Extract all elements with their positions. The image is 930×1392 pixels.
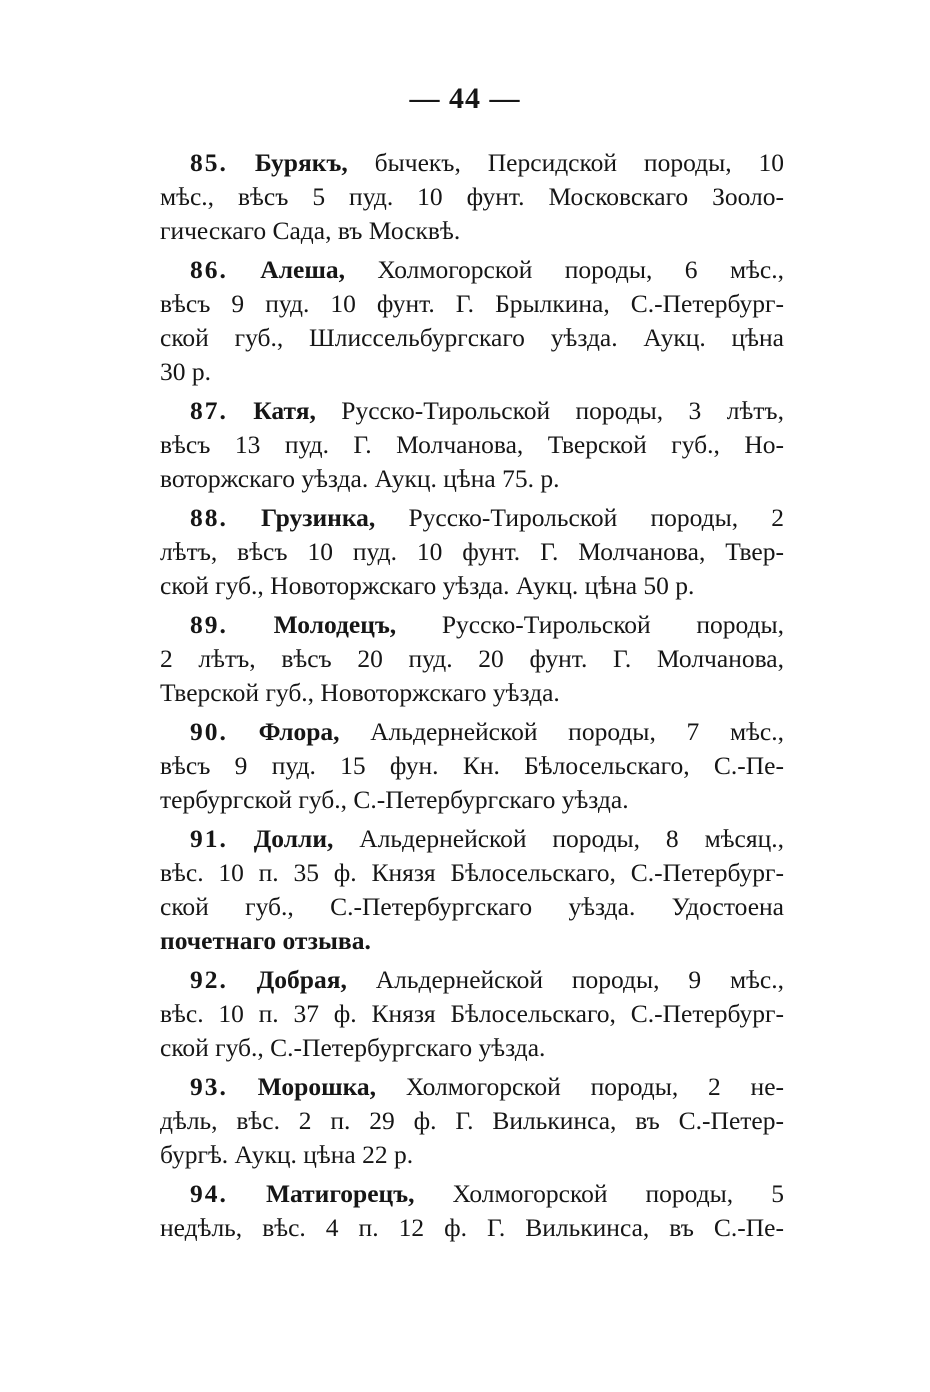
entry-text: ской губ., Шлиссельбургскаго уѣзда. Аукц. цѣна xyxy=(160,323,784,352)
entry-first-line xyxy=(160,963,784,997)
entry-number: 89. xyxy=(190,610,228,639)
entry-text: лѣтъ, вѣсъ 10 пуд. 10 фунт. Г. Молчанова, Твер- xyxy=(160,537,784,566)
entry-number: 93. xyxy=(190,1072,228,1101)
entry-number: 92. xyxy=(190,965,228,994)
entry-text: ской губ., С.-Петербургскаго уѣзда. Удостоена xyxy=(160,892,784,921)
entry-text: Русско-Тирольской породы, 3 лѣтъ, xyxy=(315,396,784,425)
entry-number: 85. xyxy=(190,148,228,177)
list-item xyxy=(160,608,784,710)
list-item xyxy=(160,715,784,817)
entry-name: Грузинка, xyxy=(261,503,376,532)
entry-number: 87. xyxy=(190,396,228,425)
entry-first-line xyxy=(160,608,784,642)
entry-number: 94. xyxy=(190,1179,228,1208)
entry-text: Холмогорской породы, 6 мѣс., xyxy=(344,255,784,284)
entry-first-line xyxy=(160,822,784,856)
entry-text: ской губ., Новоторжскаго уѣзда. Аукц. цѣна 50 р. xyxy=(160,571,695,600)
entry-number: 86. xyxy=(190,255,228,284)
entry-first-line xyxy=(160,1070,784,1104)
entry-name: Матигорецъ, xyxy=(265,1179,415,1208)
entry-text: воторжскаго уѣзда. Аукц. цѣна 75. р. xyxy=(160,464,560,493)
entry-award-text: почетнаго отзыва. xyxy=(160,926,371,955)
entry-text: Холмогорской породы, 5 xyxy=(414,1179,784,1208)
entry-text: вѣс. 10 п. 37 ф. Князя Бѣлосельскаго, С.-Петербург- xyxy=(160,999,784,1028)
entry-name: Добрая, xyxy=(256,965,347,994)
entry-name: Катя, xyxy=(253,396,316,425)
entry-name: Бурякъ, xyxy=(254,148,348,177)
entry-name: Алеша, xyxy=(260,255,345,284)
entry-text: тербургской губ., С.-Петербургскаго уѣзда. xyxy=(160,785,629,814)
entry-text: ской губ., С.-Петербургскаго уѣзда. xyxy=(160,1033,546,1062)
entry-text: Альдернейской породы, 9 мѣс., xyxy=(346,965,784,994)
entry-text: 30 р. xyxy=(160,357,211,386)
entry-text: Альдернейской породы, 7 мѣс., xyxy=(339,717,784,746)
entry-name: Молодецъ, xyxy=(273,610,397,639)
entry-text: мѣс., вѣсъ 5 пуд. 10 фунт. Московскаго Зооло- xyxy=(160,182,784,211)
entry-first-line xyxy=(160,253,784,287)
entry-first-line xyxy=(160,501,784,535)
entry-first-line xyxy=(160,146,784,180)
entry-list xyxy=(160,146,784,1250)
entry-text: бычекъ, Персидской породы, 10 xyxy=(347,148,784,177)
list-item xyxy=(160,501,784,603)
list-item xyxy=(160,146,784,248)
entry-name: Долли, xyxy=(253,824,334,853)
entry-text: вѣсъ 9 пуд. 10 фунт. Г. Брылкина, С.-Петербург- xyxy=(160,289,784,318)
entry-text: Русско-Тирольской породы, xyxy=(396,610,784,639)
entry-text: Холмогорской породы, 2 не- xyxy=(376,1072,784,1101)
list-item xyxy=(160,394,784,496)
entry-text: 2 лѣтъ, вѣсъ 20 пуд. 20 фунт. Г. Молчанова, xyxy=(160,644,784,673)
entry-first-line xyxy=(160,1177,784,1211)
entry-number: 88. xyxy=(190,503,228,532)
entry-text: вѣсъ 13 пуд. Г. Молчанова, Тверской губ., Но- xyxy=(160,430,784,459)
entry-text: Русско-Тирольской породы, 2 xyxy=(375,503,784,532)
entry-first-line xyxy=(160,394,784,428)
list-item xyxy=(160,253,784,389)
entry-name: Морошка, xyxy=(257,1072,377,1101)
entry-text: гическаго Сада, въ Москвѣ. xyxy=(160,216,461,245)
list-item xyxy=(160,1177,784,1245)
entry-first-line xyxy=(160,715,784,749)
entry-number: 91. xyxy=(190,824,228,853)
entry-text: Тверской губ., Новоторжскаго уѣзда. xyxy=(160,678,560,707)
list-item xyxy=(160,963,784,1065)
entry-name: Флора, xyxy=(258,717,340,746)
entry-number: 90. xyxy=(190,717,228,746)
list-item xyxy=(160,1070,784,1172)
entry-text: бургѣ. Аукц. цѣна 22 р. xyxy=(160,1140,414,1169)
entry-text: Альдернейской породы, 8 мѣсяц., xyxy=(333,824,784,853)
entry-text: недѣль, вѣс. 4 п. 12 ф. Г. Вилькинса, въ С.-Пе- xyxy=(160,1213,784,1242)
entry-text: вѣсъ 9 пуд. 15 фун. Кн. Бѣлосельскаго, С.-Пе- xyxy=(160,751,784,780)
entry-text: дѣль, вѣс. 2 п. 29 ф. Г. Вилькинса, въ С.-Петер- xyxy=(160,1106,784,1135)
list-item xyxy=(160,822,784,958)
entry-text: вѣс. 10 п. 35 ф. Князя Бѣлосельскаго, С.-Петербург- xyxy=(160,858,784,887)
page-number: — 44 — xyxy=(409,82,521,115)
